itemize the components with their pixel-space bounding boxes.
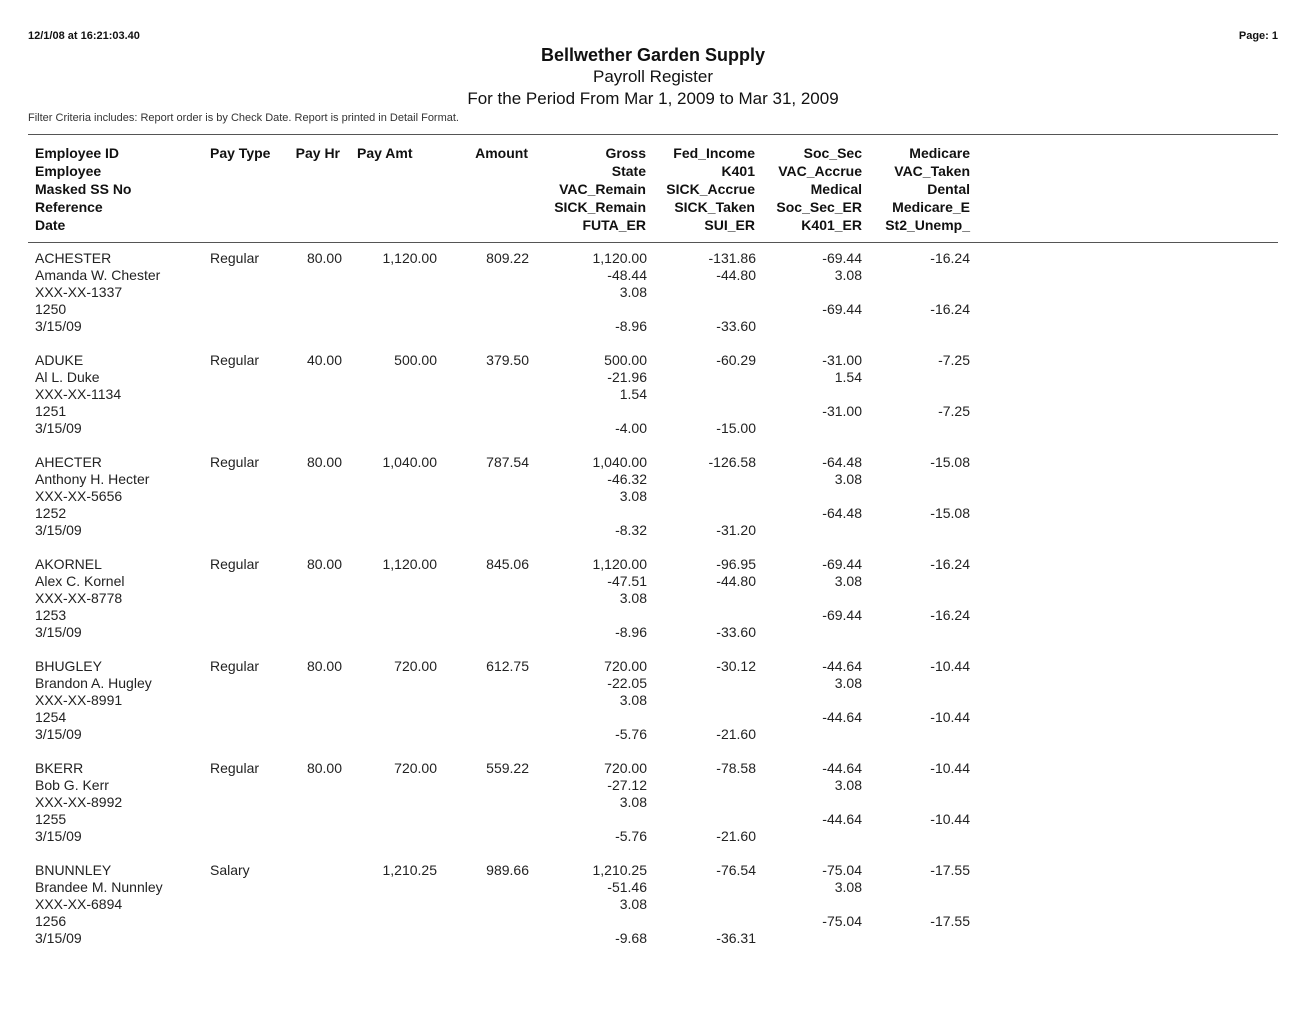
report-timestamp: 12/1/08 at 16:21:03.40 (28, 30, 140, 42)
futa-er-value: -5.76 (615, 828, 647, 844)
vac-remain-value: 3.08 (619, 284, 647, 300)
medicare-e-value: -10.44 (930, 709, 970, 725)
pay-amt: 500.00 (394, 352, 437, 368)
fed-income-value: -96.95 (716, 556, 756, 572)
check-reference: 1255 (35, 811, 67, 827)
employee-record (0, 658, 1306, 760)
sick-accrue-value (655, 590, 756, 607)
dental-value (870, 284, 970, 301)
report-period: For the Period From Mar 1, 2009 to Mar 31, 2009 (467, 89, 839, 108)
pay-type: Regular (210, 760, 260, 776)
soc-column-values (762, 556, 862, 641)
employee-id: ADUKE (35, 352, 84, 368)
soc-sec-value: -69.44 (822, 250, 862, 266)
fed-column-values (655, 862, 756, 947)
soc-column-values (762, 862, 862, 947)
k401-value (655, 471, 756, 488)
dental-value (870, 896, 970, 913)
sick-taken-value (655, 709, 756, 726)
dental-value (870, 386, 970, 403)
medicare-value: -16.24 (930, 556, 970, 572)
pay-type: Regular (210, 250, 260, 266)
pay-type: Salary (210, 862, 250, 878)
gross-value: 500.00 (604, 352, 647, 368)
vac-accrue-value: 3.08 (834, 675, 862, 691)
check-date: 3/15/09 (35, 318, 82, 334)
pay-amt: 720.00 (394, 658, 437, 674)
state-value: -47.51 (607, 573, 647, 589)
pay-hr: 80.00 (306, 658, 342, 674)
pay-amt: 1,040.00 (382, 454, 437, 470)
soc-sec-er-value: -44.64 (822, 709, 862, 725)
col-gross-header (540, 144, 646, 234)
check-date: 3/15/09 (35, 522, 82, 538)
pay-type: Regular (210, 658, 260, 674)
employee-name: Brandee M. Nunnley (35, 879, 163, 895)
col-date-label: Date (35, 217, 66, 233)
sick-taken-value (655, 403, 756, 420)
st2-unemp-value (870, 420, 970, 437)
medicare-e-value: -15.08 (930, 505, 970, 521)
pay-type: Regular (210, 454, 260, 470)
company-name: Bellwether Garden Supply (540, 45, 766, 65)
fed-column-values (655, 760, 756, 845)
net-amount: 612.75 (486, 658, 529, 674)
soc-sec-er-value: -64.48 (822, 505, 862, 521)
k401-er-value (762, 726, 862, 743)
col-vac-accrue-label: VAC_Accrue (778, 163, 862, 179)
sui-er-value: -36.31 (716, 930, 756, 946)
gross-value: 1,120.00 (592, 556, 647, 572)
check-reference: 1250 (35, 301, 67, 317)
sick-remain-value (540, 709, 647, 726)
col-sui-er-label: SUI_ER (704, 217, 755, 233)
pay-hr: 80.00 (306, 454, 342, 470)
soc-sec-er-value: -69.44 (822, 607, 862, 623)
soc-sec-value: -31.00 (822, 352, 862, 368)
gross-value: 1,210.25 (592, 862, 647, 878)
col-pay-amt-label: Pay Amt (357, 145, 413, 161)
k401-value (655, 369, 756, 386)
soc-sec-value: -44.64 (822, 658, 862, 674)
col-sick-remain-label: SICK_Remain (554, 199, 646, 215)
soc-column-values (762, 250, 862, 335)
col-sick-accrue-label: SICK_Accrue (666, 181, 755, 197)
vac-taken-value (870, 573, 970, 590)
st2-unemp-value (870, 930, 970, 947)
col-soc-sec-er-label: Soc_Sec_ER (776, 199, 862, 215)
vac-taken-value (870, 879, 970, 896)
st2-unemp-value (870, 624, 970, 641)
pay-amt: 720.00 (394, 760, 437, 776)
col-pay-type-label: Pay Type (210, 145, 271, 161)
col-amount-label: Amount (475, 145, 528, 161)
medicare-value: -10.44 (930, 658, 970, 674)
col-k401-label: K401 (721, 163, 755, 179)
sui-er-value: -33.60 (716, 624, 756, 640)
employee-info (35, 352, 121, 437)
net-amount: 809.22 (486, 250, 529, 266)
soc-column-values (762, 658, 862, 743)
sick-accrue-value (655, 284, 756, 301)
col-vac-taken-label: VAC_Taken (894, 163, 970, 179)
medicare-value: -17.55 (930, 862, 970, 878)
soc-sec-er-value: -75.04 (822, 913, 862, 929)
sick-accrue-value (655, 896, 756, 913)
futa-er-value: -8.96 (615, 318, 647, 334)
soc-sec-er-value: -69.44 (822, 301, 862, 317)
employee-id: BNUNNLEY (35, 862, 112, 878)
gross-column-values (540, 760, 647, 845)
sui-er-value: -31.20 (716, 522, 756, 538)
col-fed-header (655, 144, 755, 234)
check-reference: 1251 (35, 403, 67, 419)
masked-ssn: XXX-XX-5656 (35, 488, 123, 504)
pay-hr: 80.00 (306, 760, 342, 776)
vac-taken-value (870, 675, 970, 692)
medicare-e-value: -16.24 (930, 301, 970, 317)
col-medicare-header (870, 144, 970, 234)
employee-id: BKERR (35, 760, 84, 776)
gross-value: 720.00 (604, 658, 647, 674)
pay-type: Regular (210, 556, 260, 572)
sick-taken-value (655, 301, 756, 318)
medicare-column-values (870, 454, 970, 539)
k401-value (655, 879, 756, 896)
vac-remain-value: 3.08 (619, 488, 647, 504)
k401-er-value (762, 930, 862, 947)
col-soc-header (762, 144, 862, 234)
dental-value (870, 794, 970, 811)
medicare-e-value: -7.25 (938, 403, 970, 419)
vac-accrue-value: 3.08 (834, 267, 862, 283)
fed-column-values (655, 556, 756, 641)
medicare-value: -7.25 (938, 352, 970, 368)
dental-value (870, 590, 970, 607)
masked-ssn: XXX-XX-1134 (35, 386, 122, 402)
net-amount: 559.22 (486, 760, 529, 776)
pay-amt: 1,120.00 (382, 556, 437, 572)
vac-taken-value (870, 369, 970, 386)
fed-column-values (655, 352, 756, 437)
k401-value (655, 777, 756, 794)
col-soc-sec-label: Soc_Sec (803, 145, 862, 161)
page-number: Page: 1 (1238, 30, 1278, 42)
employee-id: BHUGLEY (35, 658, 102, 674)
sui-er-value: -21.60 (716, 726, 756, 742)
employee-info (35, 556, 124, 641)
col-medicare-e-label: Medicare_E (892, 199, 970, 215)
gross-column-values (540, 454, 647, 539)
medicare-column-values (870, 352, 970, 437)
fed-income-value: -30.12 (716, 658, 756, 674)
soc-sec-value: -75.04 (822, 862, 862, 878)
soc-sec-value: -64.48 (822, 454, 862, 470)
col-medical-label: Medical (810, 181, 862, 197)
report-title: Payroll Register (593, 67, 713, 86)
fed-income-value: -78.58 (716, 760, 756, 776)
vac-accrue-value: 1.54 (834, 369, 862, 385)
state-value: -46.32 (607, 471, 647, 487)
employee-record (0, 760, 1306, 862)
state-value: -27.12 (607, 777, 647, 793)
vac-taken-value (870, 471, 970, 488)
fed-column-values (655, 250, 756, 335)
vac-remain-value: 3.08 (619, 896, 647, 912)
vac-taken-value (870, 267, 970, 284)
employee-id: AKORNEL (35, 556, 102, 572)
gross-column-values (540, 658, 647, 743)
employee-name: Alex C. Kornel (35, 573, 125, 589)
sick-taken-value (655, 913, 756, 930)
header-bottom-rule (28, 242, 1278, 243)
pay-hr: 40.00 (306, 352, 342, 368)
check-date: 3/15/09 (35, 930, 82, 946)
net-amount: 989.66 (486, 862, 529, 878)
employee-name: Anthony H. Hecter (35, 471, 150, 487)
vac-accrue-value: 3.08 (834, 471, 862, 487)
col-pay-hr-label: Pay Hr (295, 145, 340, 161)
fed-column-values (655, 658, 756, 743)
employee-info (35, 454, 149, 539)
sick-remain-value (540, 403, 647, 420)
k401-value (655, 675, 756, 692)
pay-type: Regular (210, 352, 260, 368)
medicare-value: -10.44 (930, 760, 970, 776)
fed-income-value: -126.58 (708, 454, 756, 470)
check-reference: 1252 (35, 505, 67, 521)
employee-info (35, 250, 160, 335)
sick-accrue-value (655, 794, 756, 811)
col-vac-remain-label: VAC_Remain (559, 181, 646, 197)
soc-column-values (762, 352, 862, 437)
fed-income-value: -131.86 (708, 250, 756, 266)
masked-ssn: XXX-XX-6894 (35, 896, 123, 912)
sick-accrue-value (655, 692, 756, 709)
vac-remain-value: 1.54 (619, 386, 647, 402)
fed-income-value: -60.29 (716, 352, 756, 368)
gross-value: 720.00 (604, 760, 647, 776)
sick-remain-value (540, 505, 647, 522)
k401-er-value (762, 318, 862, 335)
sick-taken-value (655, 505, 756, 522)
vac-taken-value (870, 777, 970, 794)
soc-sec-value: -69.44 (822, 556, 862, 572)
medicare-column-values (870, 556, 970, 641)
check-date: 3/15/09 (35, 624, 82, 640)
col-ssn-label: Masked SS No (35, 181, 132, 197)
sick-remain-value (540, 913, 647, 930)
employee-record (0, 250, 1306, 352)
vac-remain-value: 3.08 (619, 794, 647, 810)
sick-accrue-value (655, 386, 756, 403)
k401-value: -44.80 (716, 573, 756, 589)
medical-value (762, 896, 862, 913)
futa-er-value: -5.76 (615, 726, 647, 742)
sick-remain-value (540, 301, 647, 318)
soc-column-values (762, 454, 862, 539)
state-value: -48.44 (607, 267, 647, 283)
employee-id: ACHESTER (35, 250, 112, 266)
col-k401-er-label: K401_ER (801, 217, 862, 233)
k401-value: -44.80 (716, 267, 756, 283)
st2-unemp-value (870, 318, 970, 335)
state-value: -21.96 (607, 369, 647, 385)
fed-income-value: -76.54 (716, 862, 756, 878)
sick-accrue-value (655, 488, 756, 505)
medicare-column-values (870, 658, 970, 743)
masked-ssn: XXX-XX-8991 (35, 692, 123, 708)
medicare-e-value: -10.44 (930, 811, 970, 827)
futa-er-value: -8.32 (615, 522, 647, 538)
soc-sec-value: -44.64 (822, 760, 862, 776)
employee-id: AHECTER (35, 454, 102, 470)
col-dental-label: Dental (927, 181, 970, 197)
check-reference: 1256 (35, 913, 67, 929)
sick-remain-value (540, 607, 647, 624)
futa-er-value: -4.00 (615, 420, 647, 436)
employee-name: Al L. Duke (35, 369, 100, 385)
sick-taken-value (655, 607, 756, 624)
check-date: 3/15/09 (35, 420, 82, 436)
gross-column-values (540, 862, 647, 947)
soc-sec-er-value: -44.64 (822, 811, 862, 827)
gross-column-values (540, 556, 647, 641)
futa-er-value: -8.96 (615, 624, 647, 640)
vac-accrue-value: 3.08 (834, 573, 862, 589)
masked-ssn: XXX-XX-8778 (35, 590, 123, 606)
col-fed-income-label: Fed_Income (673, 145, 755, 161)
k401-er-value (762, 624, 862, 641)
col-employee-name-label: Employee (35, 163, 102, 179)
vac-accrue-value: 3.08 (834, 879, 862, 895)
check-date: 3/15/09 (35, 726, 82, 742)
st2-unemp-value (870, 828, 970, 845)
medical-value (762, 386, 862, 403)
dental-value (870, 692, 970, 709)
soc-column-values (762, 760, 862, 845)
gross-value: 1,120.00 (592, 250, 647, 266)
gross-value: 1,040.00 (592, 454, 647, 470)
masked-ssn: XXX-XX-1337 (35, 284, 123, 300)
employee-info (35, 760, 122, 845)
medicare-value: -16.24 (930, 250, 970, 266)
gross-column-values (540, 250, 647, 335)
col-employee-id-label: Employee ID (35, 145, 120, 161)
k401-er-value (762, 420, 862, 437)
k401-er-value (762, 828, 862, 845)
net-amount: 379.50 (486, 352, 529, 368)
col-medicare-label: Medicare (909, 145, 970, 161)
employee-name: Bob G. Kerr (35, 777, 109, 793)
sui-er-value: -15.00 (716, 420, 756, 436)
net-amount: 845.06 (486, 556, 529, 572)
check-date: 3/15/09 (35, 828, 82, 844)
employee-name: Brandon A. Hugley (35, 675, 152, 691)
col-employee-header (35, 144, 131, 234)
medical-value (762, 590, 862, 607)
col-futa-er-label: FUTA_ER (582, 217, 646, 233)
medical-value (762, 488, 862, 505)
vac-remain-value: 3.08 (619, 590, 647, 606)
employee-record (0, 352, 1306, 454)
pay-hr: 80.00 (306, 250, 342, 266)
medicare-column-values (870, 250, 970, 335)
state-value: -51.46 (607, 879, 647, 895)
medical-value (762, 794, 862, 811)
sick-taken-value (655, 811, 756, 828)
vac-accrue-value: 3.08 (834, 777, 862, 793)
employee-record (0, 556, 1306, 658)
pay-amt: 1,210.25 (382, 862, 437, 878)
vac-remain-value: 3.08 (619, 692, 647, 708)
sick-remain-value (540, 811, 647, 828)
sui-er-value: -33.60 (716, 318, 756, 334)
masked-ssn: XXX-XX-8992 (35, 794, 123, 810)
employee-record (0, 862, 1306, 964)
futa-er-value: -9.68 (615, 930, 647, 946)
pay-amt: 1,120.00 (382, 250, 437, 266)
pay-hr: 80.00 (306, 556, 342, 572)
medicare-value: -15.08 (930, 454, 970, 470)
net-amount: 787.54 (486, 454, 529, 470)
col-st2-unemp-label: St2_Unemp_ (885, 217, 970, 233)
medicare-e-value: -17.55 (930, 913, 970, 929)
col-gross-label: Gross (605, 145, 646, 161)
st2-unemp-value (870, 726, 970, 743)
medical-value (762, 284, 862, 301)
employee-name: Amanda W. Chester (35, 267, 161, 283)
fed-column-values (655, 454, 756, 539)
col-state-label: State (611, 163, 646, 179)
filter-criteria: Filter Criteria includes: Report order is by Check Date. Report is printed in Detail Format. (28, 112, 459, 124)
k401-er-value (762, 522, 862, 539)
employee-info (35, 862, 163, 947)
sui-er-value: -21.60 (716, 828, 756, 844)
medicare-column-values (870, 760, 970, 845)
dental-value (870, 488, 970, 505)
col-sick-taken-label: SICK_Taken (674, 199, 755, 215)
medicare-column-values (870, 862, 970, 947)
employee-record (0, 454, 1306, 556)
state-value: -22.05 (607, 675, 647, 691)
gross-column-values (540, 352, 647, 437)
employee-info (35, 658, 152, 743)
medicare-e-value: -16.24 (930, 607, 970, 623)
check-reference: 1253 (35, 607, 67, 623)
medical-value (762, 692, 862, 709)
check-reference: 1254 (35, 709, 67, 725)
col-reference-label: Reference (35, 199, 103, 215)
header-top-rule (28, 134, 1278, 135)
st2-unemp-value (870, 522, 970, 539)
soc-sec-er-value: -31.00 (822, 403, 862, 419)
